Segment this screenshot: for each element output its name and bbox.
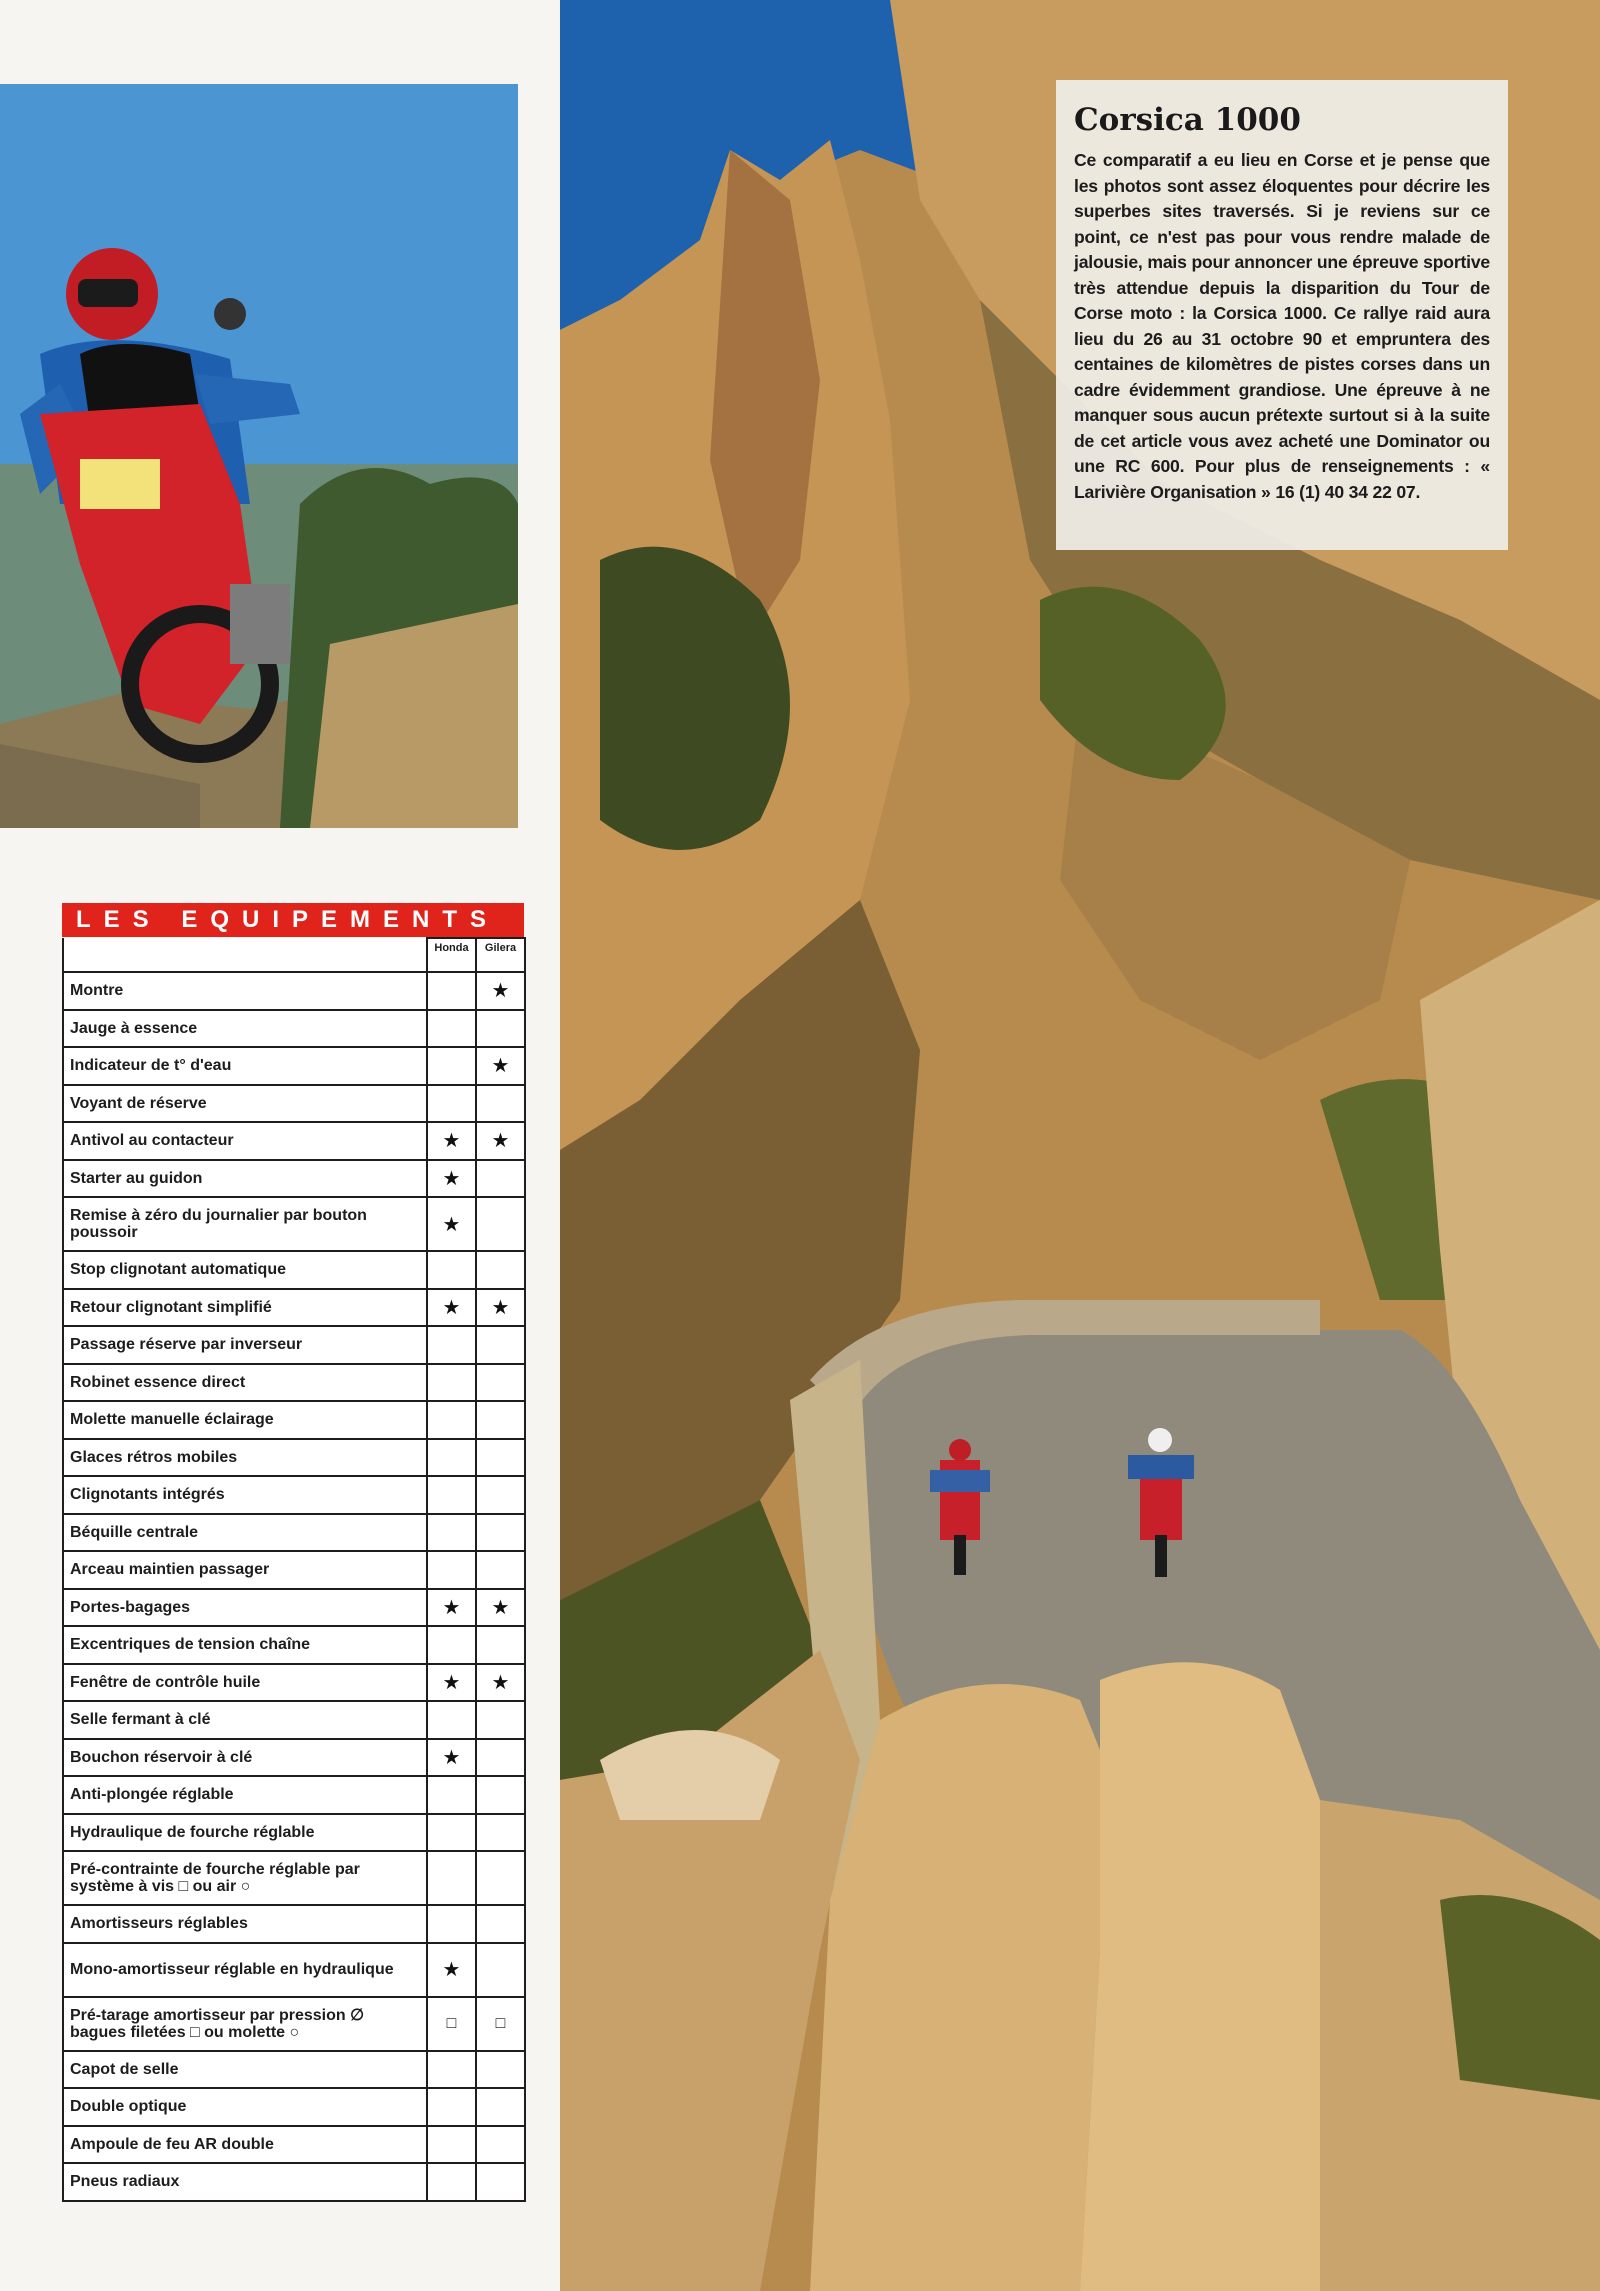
gilera-mark [476,1701,525,1739]
table-row [63,1122,525,1160]
honda-mark [427,1814,476,1852]
honda-mark [427,1439,476,1477]
honda-mark: ★ [427,1160,476,1198]
equipment-label: Pré-tarage amortisseur par pression ∅ bagues filetées □ ou molette ○ [63,1997,427,2051]
table-row [63,1943,525,1997]
gilera-mark [476,1626,525,1664]
equipment-label: Molette manuelle éclairage [63,1401,427,1439]
gilera-mark [476,1851,525,1905]
gilera-mark [476,2051,525,2089]
honda-mark [427,2088,476,2126]
gilera-mark [476,1326,525,1364]
equipment-label: Pré-contrainte de fourche réglable par système à vis □ ou air ○ [63,1851,427,1905]
honda-mark [427,1514,476,1552]
gilera-mark: ★ [476,1047,525,1085]
table-row [63,1701,525,1739]
honda-mark [427,1364,476,1402]
equipment-label: Clignotants intégrés [63,1476,427,1514]
honda-mark [427,1701,476,1739]
table-row [63,1010,525,1048]
table-row [63,1251,525,1289]
sidebar-text: Ce comparatif a eu lieu en Corse et je pense que les photos sont assez éloquentes pour décrire les superbes sites traversés. Si je reviens sur ce point, ce n'est pas pour vous rendre malade de jalousie, mais pour annoncer une épreuve sportive très attendue depuis la disparition du Tour de Corse moto : la Corsica 1000. Ce rallye raid aura lieu du 26 au 31 octobre 90 et empruntera des centaines de kilomètres de pistes corses dans un cadre évidemment grandiose. Une épreuve à ne manquer sous aucun prétexte surtout si à la suite de cet article vous avez acheté une Dominator ou une RC 600. Pour plus de renseignements : « Larivière Organisation » 16 (1) 40 34 22 07. [1074,150,1490,502]
equipment-label: Ampoule de feu AR double [63,2126,427,2164]
gilera-mark: ★ [476,1122,525,1160]
equipment-label: Fenêtre de contrôle huile [63,1664,427,1702]
equipment-label: Passage réserve par inverseur [63,1326,427,1364]
gilera-mark [476,1739,525,1777]
gilera-mark [476,2088,525,2126]
table-row [63,1664,525,1702]
table-row [63,1905,525,1943]
table-row [63,2088,525,2126]
equipment-label: Excentriques de tension chaîne [63,1626,427,1664]
corsica-1000-sidebar [1056,80,1508,550]
equipment-label: Stop clignotant automatique [63,1251,427,1289]
honda-mark [427,1551,476,1589]
table-row [63,1401,525,1439]
honda-mark [427,1401,476,1439]
equipment-label: Bouchon réservoir à clé [63,1739,427,1777]
gilera-mark [476,1439,525,1477]
equipment-label: Mono-amortisseur réglable en hydraulique [63,1943,427,1997]
column-header-gilera: Gilera [476,938,525,972]
column-header-honda: Honda [427,938,476,972]
table-row [63,1364,525,1402]
gilera-mark [476,1160,525,1198]
equipment-label: Amortisseurs réglables [63,1905,427,1943]
rider-photo-art [0,84,518,828]
table-row [63,2126,525,2164]
honda-mark [427,1626,476,1664]
equipment-label: Capot de selle [63,2051,427,2089]
table-row [63,1514,525,1552]
table-row [63,2163,525,2201]
honda-mark [427,1010,476,1048]
gilera-mark: □ [476,1997,525,2051]
gilera-mark [476,1905,525,1943]
honda-mark [427,1326,476,1364]
gilera-mark [476,1010,525,1048]
honda-mark: ★ [427,1589,476,1627]
honda-mark: ★ [427,1943,476,1997]
gilera-mark: ★ [476,1664,525,1702]
table-row [63,1160,525,1198]
equipment-label: Montre [63,972,427,1010]
honda-mark [427,1251,476,1289]
gilera-mark [476,1251,525,1289]
gilera-mark [476,2163,525,2201]
honda-mark [427,2126,476,2164]
equipment-label: Indicateur de t° d'eau [63,1047,427,1085]
honda-mark: ★ [427,1289,476,1327]
honda-mark: ★ [427,1664,476,1702]
honda-mark [427,1085,476,1123]
table-row [63,2051,525,2089]
gilera-mark [476,1197,525,1251]
equipment-label: Anti-plongée réglable [63,1776,427,1814]
rider-photo [0,84,518,828]
equipment-label: Selle fermant à clé [63,1701,427,1739]
gilera-mark [476,1476,525,1514]
equipment-label: Starter au guidon [63,1160,427,1198]
equipment-label: Glaces rétros mobiles [63,1439,427,1477]
gilera-mark [476,2126,525,2164]
honda-mark [427,1905,476,1943]
honda-mark: □ [427,1997,476,2051]
equipment-label: Voyant de réserve [63,1085,427,1123]
honda-mark: ★ [427,1122,476,1160]
gilera-mark: ★ [476,1589,525,1627]
table-row [63,1776,525,1814]
equipment-label: Jauge à essence [63,1010,427,1048]
table-row [63,1851,525,1905]
table-row [63,1626,525,1664]
header-blank [63,938,427,972]
equipment-label: Double optique [63,2088,427,2126]
honda-mark [427,1476,476,1514]
table-row [63,1589,525,1627]
table-row [63,1047,525,1085]
table-row [63,1085,525,1123]
table-row [63,972,525,1010]
honda-mark [427,1776,476,1814]
equipment-label: Robinet essence direct [63,1364,427,1402]
equipment-label: Arceau maintien passager [63,1551,427,1589]
equipment-label: Hydraulique de fourche réglable [63,1814,427,1852]
equipment-label: Pneus radiaux [63,2163,427,2201]
table-row [63,1551,525,1589]
equipment-label: Remise à zéro du journalier par bouton poussoir [63,1197,427,1251]
table-row [63,1814,525,1852]
gilera-mark [476,1364,525,1402]
equipment-table-title: LES EQUIPEMENTS [62,903,524,937]
honda-mark: ★ [427,1739,476,1777]
honda-mark [427,2051,476,2089]
equipment-label: Béquille centrale [63,1514,427,1552]
gilera-mark [476,1551,525,1589]
table-row [63,1739,525,1777]
honda-mark [427,972,476,1010]
honda-mark [427,2163,476,2201]
gilera-mark: ★ [476,972,525,1010]
gilera-mark [476,1943,525,1997]
gilera-mark [476,1776,525,1814]
gilera-mark [476,1085,525,1123]
equipment-label: Antivol au contacteur [63,1122,427,1160]
table-row [63,1289,525,1327]
honda-mark [427,1047,476,1085]
equipment-table [62,903,524,2202]
table-row [63,1997,525,2051]
equipment-label: Portes-bagages [63,1589,427,1627]
gilera-mark: ★ [476,1289,525,1327]
gilera-mark [476,1401,525,1439]
equipment-label: Retour clignotant simplifié [63,1289,427,1327]
table-row [63,1439,525,1477]
table-row [63,1476,525,1514]
equipment-grid [62,937,526,2202]
table-row [63,1197,525,1251]
gilera-mark [476,1514,525,1552]
gilera-mark [476,1814,525,1852]
sidebar-title: Corsica 1000 [1074,102,1301,138]
table-row [63,1326,525,1364]
honda-mark: ★ [427,1197,476,1251]
honda-mark [427,1851,476,1905]
